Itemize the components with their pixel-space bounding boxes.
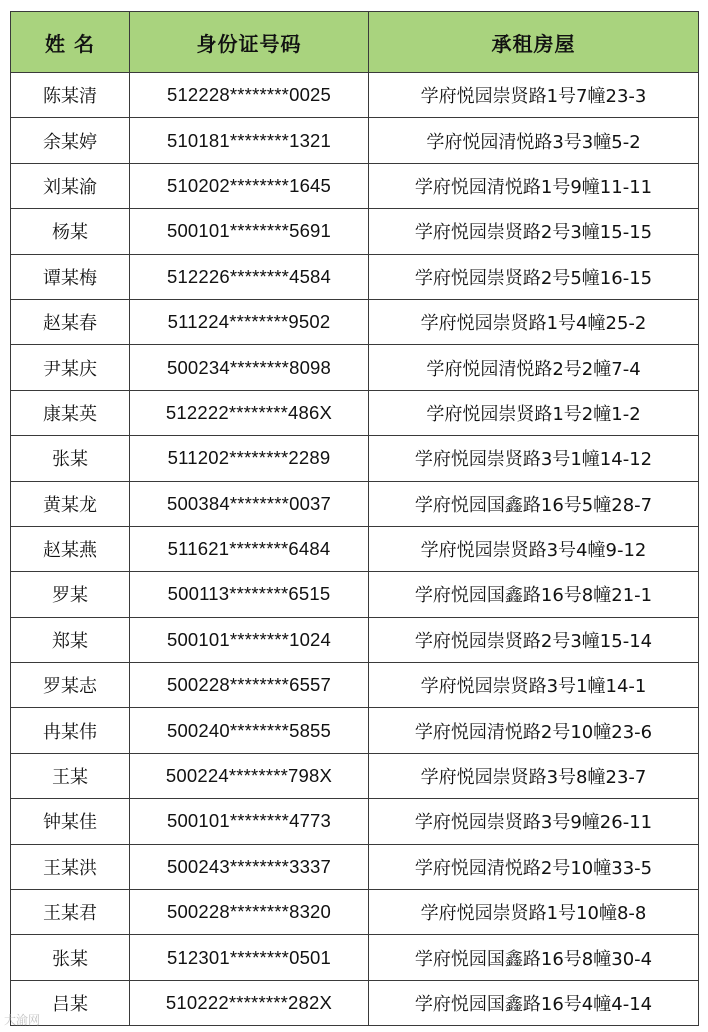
header-rented-house: 承租房屋 [369, 12, 699, 73]
header-name: 姓 名 [11, 12, 130, 73]
cell-address: 学府悦园清悦路1号9幢11-11 [369, 163, 699, 208]
cell-address: 学府悦园崇贤路1号2幢1-2 [369, 390, 699, 435]
cell-id-number: 512226********4584 [130, 254, 369, 299]
cell-id-number: 511621********6484 [130, 526, 369, 571]
cell-address: 学府悦园国鑫路16号8幢30-4 [369, 935, 699, 980]
cell-name: 张某 [11, 436, 130, 481]
cell-address: 学府悦园崇贤路1号4幢25-2 [369, 299, 699, 344]
watermark-logo: 大渝网 [4, 1013, 41, 1027]
cell-id-number: 500101********1024 [130, 617, 369, 662]
cell-id-number: 500224********798X [130, 753, 369, 798]
header-row [11, 12, 699, 73]
cell-address: 学府悦园崇贤路3号1幢14-12 [369, 436, 699, 481]
table-row [11, 390, 699, 435]
table-row [11, 663, 699, 708]
cell-id-number: 500234********8098 [130, 345, 369, 390]
cell-id-number: 512228********0025 [130, 73, 369, 118]
cell-id-number: 512222********486X [130, 390, 369, 435]
cell-address: 学府悦园崇贤路3号9幢26-11 [369, 799, 699, 844]
table-row [11, 844, 699, 889]
cell-address: 学府悦园清悦路2号10幢33-5 [369, 844, 699, 889]
table-row [11, 345, 699, 390]
cell-address: 学府悦园崇贤路1号7幢23-3 [369, 73, 699, 118]
cell-address: 学府悦园国鑫路16号4幢4-14 [369, 980, 699, 1025]
cell-id-number: 500384********0037 [130, 481, 369, 526]
table-row [11, 73, 699, 118]
cell-address: 学府悦园国鑫路16号5幢28-7 [369, 481, 699, 526]
cell-address: 学府悦园崇贤路2号5幢16-15 [369, 254, 699, 299]
cell-name: 王某洪 [11, 844, 130, 889]
cell-address: 学府悦园清悦路2号10幢23-6 [369, 708, 699, 753]
table-row [11, 526, 699, 571]
table-row [11, 980, 699, 1025]
cell-id-number: 511202********2289 [130, 436, 369, 481]
cell-name: 尹某庆 [11, 345, 130, 390]
table-row [11, 799, 699, 844]
cell-address: 学府悦园崇贤路3号8幢23-7 [369, 753, 699, 798]
cell-name: 杨某 [11, 209, 130, 254]
cell-id-number: 500243********3337 [130, 844, 369, 889]
cell-name: 余某婷 [11, 118, 130, 163]
cell-name: 罗某 [11, 572, 130, 617]
cell-name: 冉某伟 [11, 708, 130, 753]
cell-name: 谭某梅 [11, 254, 130, 299]
cell-name: 赵某燕 [11, 526, 130, 571]
cell-name: 刘某渝 [11, 163, 130, 208]
tenant-table-container [10, 11, 698, 1026]
table-row [11, 890, 699, 935]
table-row [11, 299, 699, 344]
cell-id-number: 510202********1645 [130, 163, 369, 208]
table-row [11, 572, 699, 617]
table-row [11, 163, 699, 208]
table-row [11, 118, 699, 163]
table-body [11, 73, 699, 1026]
cell-name: 吕某 [11, 980, 130, 1025]
cell-address: 学府悦园清悦路3号3幢5-2 [369, 118, 699, 163]
cell-id-number: 500240********5855 [130, 708, 369, 753]
cell-id-number: 500228********8320 [130, 890, 369, 935]
cell-name: 郑某 [11, 617, 130, 662]
table-header [11, 12, 699, 73]
cell-address: 学府悦园崇贤路2号3幢15-15 [369, 209, 699, 254]
cell-name: 钟某佳 [11, 799, 130, 844]
table-row [11, 935, 699, 980]
cell-id-number: 500101********5691 [130, 209, 369, 254]
cell-name: 张某 [11, 935, 130, 980]
cell-name: 王某 [11, 753, 130, 798]
cell-address: 学府悦园崇贤路2号3幢15-14 [369, 617, 699, 662]
table-row [11, 209, 699, 254]
cell-name: 罗某志 [11, 663, 130, 708]
cell-id-number: 511224********9502 [130, 299, 369, 344]
table-row [11, 617, 699, 662]
table-row [11, 254, 699, 299]
cell-name: 王某君 [11, 890, 130, 935]
cell-id-number: 500228********6557 [130, 663, 369, 708]
cell-id-number: 500113********6515 [130, 572, 369, 617]
cell-address: 学府悦园崇贤路3号1幢14-1 [369, 663, 699, 708]
cell-id-number: 500101********4773 [130, 799, 369, 844]
cell-name: 康某英 [11, 390, 130, 435]
cell-address: 学府悦园崇贤路3号4幢9-12 [369, 526, 699, 571]
table-row [11, 753, 699, 798]
table-row [11, 436, 699, 481]
cell-id-number: 510222********282X [130, 980, 369, 1025]
cell-address: 学府悦园国鑫路16号8幢21-1 [369, 572, 699, 617]
tenant-table [10, 11, 699, 1026]
cell-name: 赵某春 [11, 299, 130, 344]
cell-id-number: 512301********0501 [130, 935, 369, 980]
cell-name: 黄某龙 [11, 481, 130, 526]
table-row [11, 481, 699, 526]
cell-address: 学府悦园崇贤路1号10幢8-8 [369, 890, 699, 935]
cell-name: 陈某清 [11, 73, 130, 118]
table-row [11, 708, 699, 753]
header-id-number: 身份证号码 [130, 12, 369, 73]
cell-id-number: 510181********1321 [130, 118, 369, 163]
cell-address: 学府悦园清悦路2号2幢7-4 [369, 345, 699, 390]
